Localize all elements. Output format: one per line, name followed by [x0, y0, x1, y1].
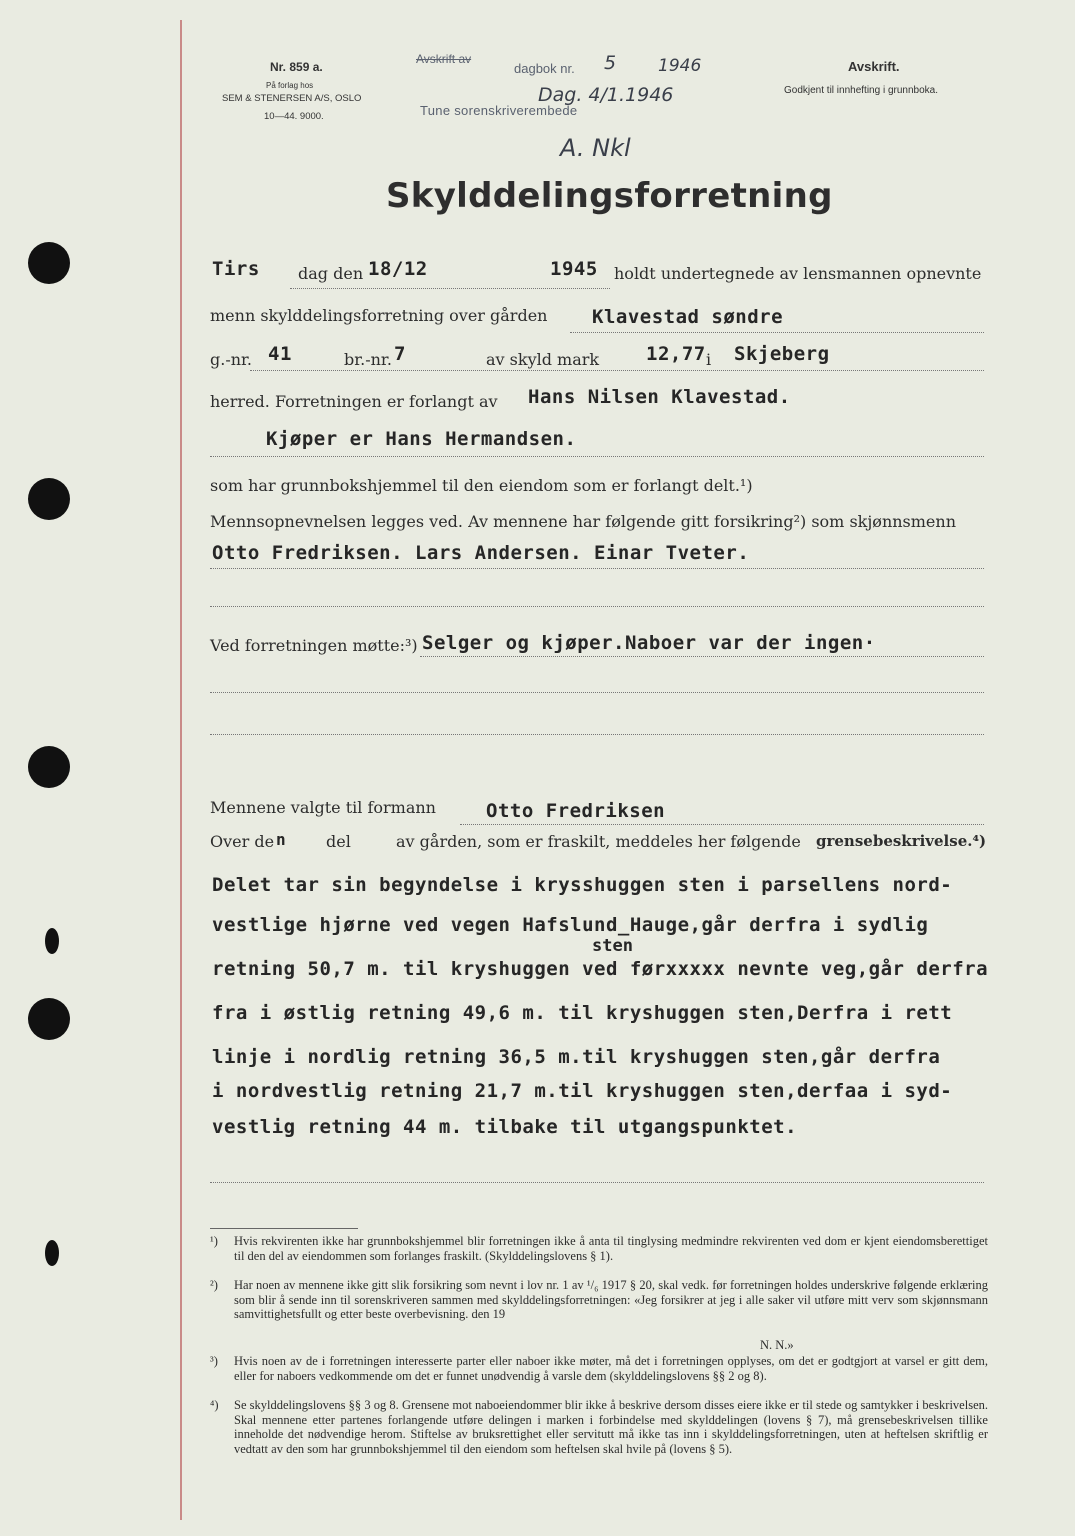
dotted-rule	[570, 332, 984, 333]
footnote	[210, 1398, 988, 1456]
intro-text: holdt undertegnede av lensmannen opnevnte	[614, 264, 982, 283]
footnote-text: N. N.»	[760, 1338, 794, 1352]
footnote-signature	[760, 1338, 880, 1353]
buyer-line: Kjøper er Hans Hermandsen.	[266, 428, 577, 450]
description-line: i nordvestlig retning 21,7 m.til kryshuggen sten,derfaa i syd-	[212, 1080, 953, 1102]
dotted-rule	[210, 1182, 984, 1183]
meeting-date: 18/12	[368, 258, 428, 280]
avskrift-label: Avskrift.	[848, 59, 900, 74]
document-title: Skylddelingsforretning	[386, 176, 833, 216]
dotted-rule	[210, 734, 984, 735]
meeting-year: 1945	[550, 258, 598, 280]
over-text-suffix: n	[276, 830, 286, 849]
footnote-number: ²)	[210, 1278, 218, 1292]
description-line: Delet tar sin begyndelse i krysshuggen sten i parsellens nord-	[212, 874, 953, 896]
gnr-label: g.-nr.	[210, 350, 253, 369]
office-stamp: Tune sorenskriverembede	[420, 103, 578, 118]
avskrift-note: Godkjent til innhefting i grunnboka.	[784, 85, 938, 96]
bnr-value: 7	[394, 343, 406, 365]
dotted-rule	[290, 288, 610, 289]
farm-label: menn skylddelingsforretning over gården	[210, 306, 548, 325]
dagbok-number: 5	[604, 52, 617, 74]
description-line: retning 50,7 m. til kryshuggen ved førxxxxx nevnte veg,går derfra	[212, 958, 989, 980]
punch-hole-small	[45, 1240, 59, 1266]
weekday: Tirs	[212, 258, 260, 280]
publisher-line: På forlag hos	[266, 81, 314, 90]
red-margin-line	[180, 20, 182, 1520]
footnote-text: Har noen av mennene ikke gitt slik forsikring som nevnt i lov nr. 1 av ¹/₆ 1917 § 20, skal vedk. før forretningen holdes underskrive følgende erklæring som blir å sende inn til sorenskriveren sammen med skylddelingsforretningen: «Jeg forsikrer at jeg i alle saker vil utføre mitt verv som skjønnsmann samvittighetsfullt og etter beste overbevisning. den 19	[234, 1278, 988, 1321]
menn-text: Mennsopnevnelsen legges ved. Av mennene har følgende gitt forsikring²) som skjønnsmenn	[210, 512, 957, 531]
punch-hole-small	[45, 928, 59, 954]
description-line: fra i østlig retning 49,6 m. til kryshuggen sten,Derfra i rett	[212, 1002, 953, 1024]
dotted-rule	[460, 824, 984, 825]
mote-value: Selger og kjøper.Naboer var der ingen·	[422, 632, 876, 654]
print-code: 10—44. 9000.	[264, 111, 324, 122]
dagbok-year: 1946	[658, 56, 702, 76]
farm-name: Klavestad søndre	[592, 306, 784, 328]
grunnbok-text: som har grunnbokshjemmel til den eiendom som er forlangt delt.¹)	[210, 476, 753, 495]
mote-label: Ved forretningen møtte:³)	[210, 636, 418, 655]
footnote-number: ³)	[210, 1354, 218, 1368]
initials: A. Nkl	[560, 134, 631, 162]
dagbok-date: Dag. 4/1.1946	[538, 84, 674, 106]
publisher-name: SEM & STENERSEN A/S, OSLO	[222, 93, 362, 104]
over-text: Over de	[210, 832, 275, 851]
bnr-label: br.-nr.	[344, 350, 392, 369]
skyld-label: av skyld mark	[486, 350, 600, 369]
dotted-rule	[210, 606, 984, 607]
herred-text: herred. Forretningen er forlangt av	[210, 392, 498, 411]
grense-label: grensebeskrivelse.⁴)	[816, 832, 987, 850]
dotted-rule	[210, 456, 984, 457]
skjonnsmenn-names: Otto Fredriksen. Lars Andersen. Einar Tveter.	[212, 542, 750, 564]
municipality: Skjeberg	[734, 343, 830, 365]
footnote-number: ⁴)	[210, 1398, 219, 1412]
insert-word: sten	[592, 936, 633, 956]
stamp-prefix: Avskrift av	[416, 52, 472, 66]
stamp-dagbok-label: dagbok nr.	[514, 61, 575, 76]
punch-hole	[28, 746, 70, 788]
skyld-value: 12,77	[646, 343, 706, 365]
over-text-cont: av gården, som er fraskilt, meddeles her følgende	[396, 832, 801, 851]
del-label: del	[326, 832, 351, 851]
form-number: Nr. 859 a.	[270, 60, 323, 74]
footnote	[210, 1354, 988, 1383]
formann-value: Otto Fredriksen	[486, 800, 666, 822]
description-line: linje i nordlig retning 36,5 m.til kryshuggen sten,går derfra	[212, 1046, 941, 1068]
requested-by: Hans Nilsen Klavestad.	[528, 386, 791, 408]
footnote-text: Hvis noen av de i forretningen interesserte parter eller naboer ikke møter, må det i forretningen opplyses, om det er godtgjort at varsel er gitt dem, eller for naboers vedkommende om det er funnet unødvendig å varsle dem (skylddelingslovens §§ 2 og 8).	[234, 1354, 988, 1383]
description-line: vestlig retning 44 m. tilbake til utgangspunktet.	[212, 1116, 798, 1138]
punch-hole	[28, 478, 70, 520]
footnote-separator	[210, 1228, 358, 1229]
dotted-rule	[210, 692, 984, 693]
punch-hole	[28, 998, 70, 1040]
footnote-number: ¹)	[210, 1234, 218, 1248]
i-label: i	[706, 350, 712, 369]
footnote-text: Hvis rekvirenten ikke har grunnbokshjemmel blir forretningen ikke å anta til tinglysing medmindre rekvirenten ved dom er kjent eiendomsberettiget til den del av eiendommen som forlanges fraskilt. (Skylddelingslovens § 1).	[234, 1234, 988, 1263]
dotted-rule	[210, 568, 984, 569]
dotted-rule	[250, 370, 984, 371]
description-line: vestlige hjørne ved vegen Hafslund_Hauge,går derfra i sydlig	[212, 914, 929, 936]
footnote-text: Se skylddelingslovens §§ 3 og 8. Grensene mot naboeiendommer blir ikke å beskrive dersom disses eiere ikke er til stede og samtykker i beskrivelsen. Skal mennene etter partenes forlangende utføre delingen i marken i forbindelse med skylddelingen (lovens § 7), må grensebeskrivelsen tillike inneholde det nødvendige herom. Stiftelse av bruksrettighet eller servitutt må ikke tas inn i skylddelingsforretningen, uten at heftelsen skriftlig er vedtatt av den som har grunnbokshjemmel til den eiendom som heftelsen skal hvile på (lovens § 5).	[234, 1398, 988, 1456]
punch-hole	[28, 242, 70, 284]
dotted-rule	[420, 656, 984, 657]
gnr-value: 41	[268, 343, 292, 365]
formann-label: Mennene valgte til formann	[210, 798, 436, 817]
dag-den-label: dag den	[298, 264, 364, 283]
footnote	[210, 1234, 988, 1263]
footnote	[210, 1278, 988, 1322]
